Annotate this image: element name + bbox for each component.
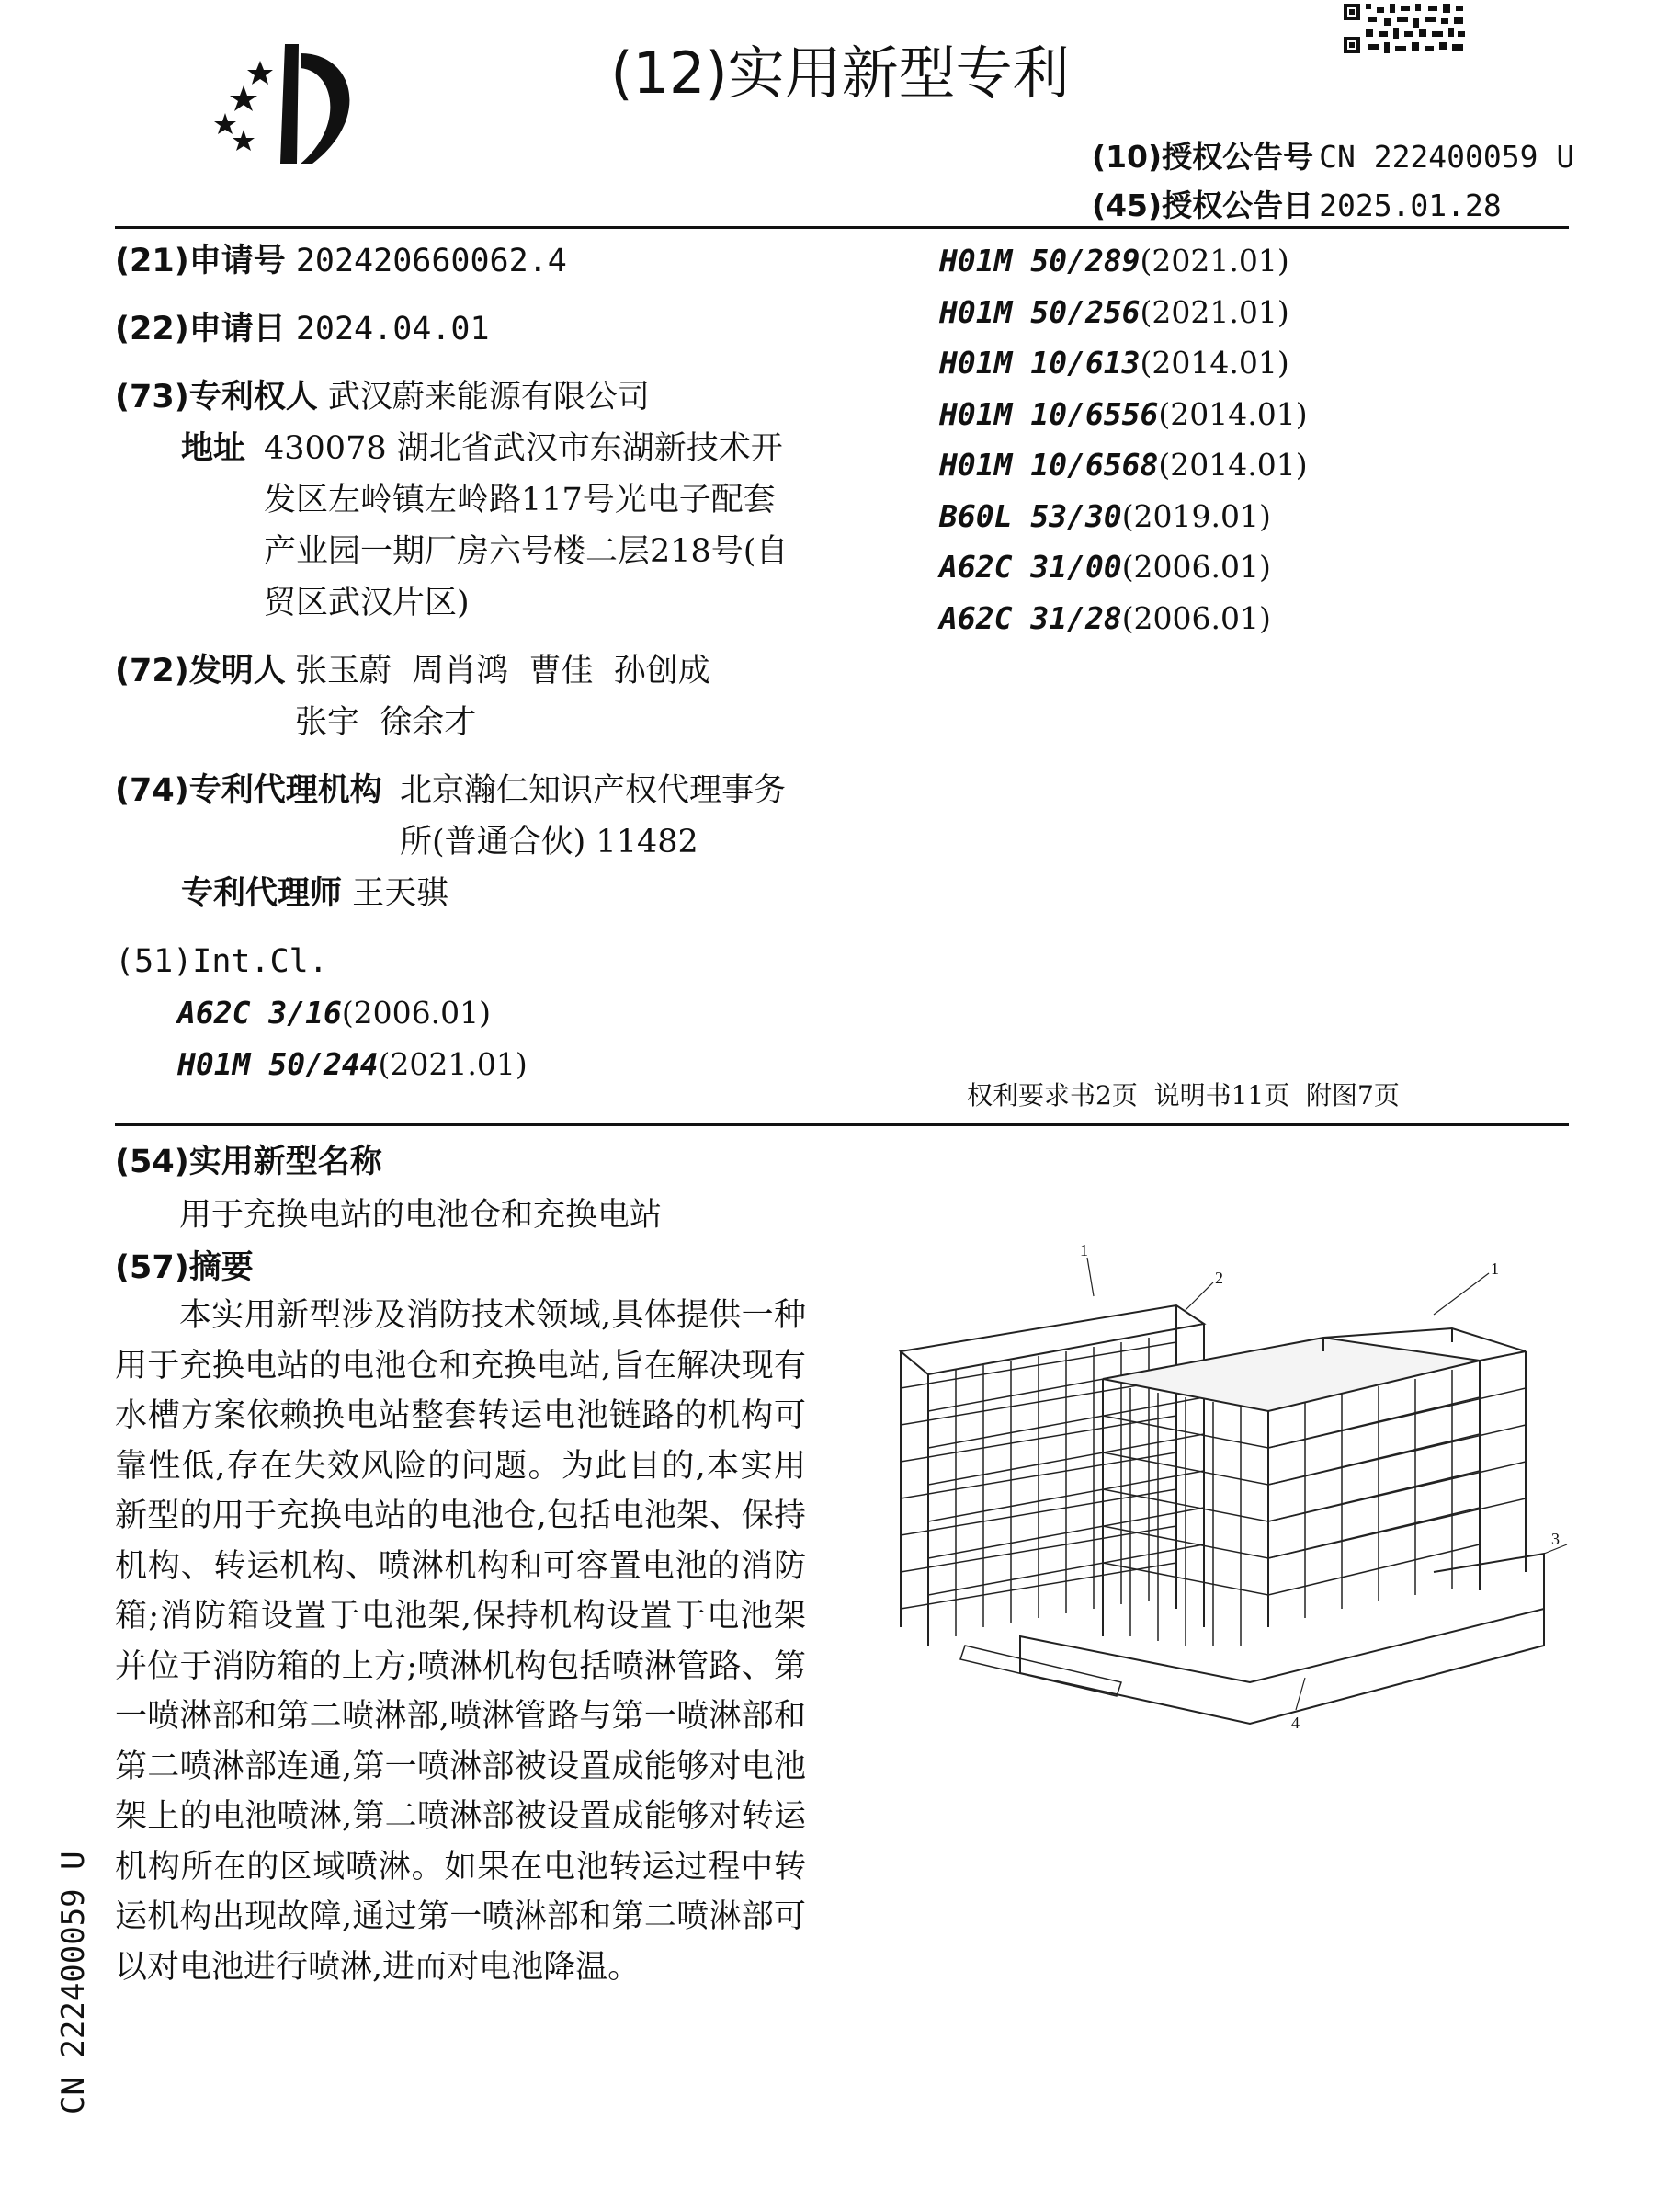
inventors-line: 张玉蔚 周肖鸿 曹佳 孙创成 <box>295 653 710 689</box>
inventors <box>115 645 813 748</box>
intcl-code: A62C 3/16 <box>177 995 342 1031</box>
agency-line: 所(普通合伙) 11482 <box>400 824 698 860</box>
figure-label: 3 <box>1551 1530 1560 1548</box>
ipc-version: (2021.01) <box>1140 293 1289 330</box>
ipc-code: A62C 31/00 <box>939 549 1122 585</box>
figure-label: 1 <box>1080 1241 1088 1259</box>
address-line: 发区左岭镇左岭路117号光电子配套 <box>264 482 776 518</box>
ipc-code: H01M 10/6568 <box>939 447 1159 483</box>
ipc-code: B60L 53/30 <box>939 497 1122 534</box>
ipc-list <box>939 235 1308 644</box>
ipc-code: H01M 50/289 <box>939 243 1141 279</box>
ipc-code: H01M 10/613 <box>939 345 1141 381</box>
ipc-version: (2014.01) <box>1140 345 1289 381</box>
figure-label: 2 <box>1215 1269 1223 1287</box>
document-title: (12)实用新型专利 <box>610 40 1070 107</box>
top-divider <box>115 226 1569 229</box>
intcl-entry <box>177 987 813 1039</box>
intcl-version: (2006.01) <box>341 995 492 1031</box>
ipc-entry <box>939 439 1308 491</box>
ipc-entry <box>939 541 1308 593</box>
battery-compartment-figure <box>882 1241 1572 1737</box>
publication-number-value: CN 222400059 U <box>1319 139 1575 175</box>
pages-info: 权利要求书2页 说明书11页 附图7页 <box>967 1080 1400 1111</box>
agent-value: 王天骐 <box>352 875 449 912</box>
ipc-code: A62C 31/28 <box>939 599 1122 636</box>
publication-date <box>1092 182 1502 225</box>
qr-code-icon <box>1340 0 1469 59</box>
application-date-value: 2024.04.01 <box>295 311 490 347</box>
address-line: 产业园一期厂房六号楼二层218号(自 <box>264 533 789 570</box>
abstract-label-text: (57)摘要 <box>115 1249 254 1286</box>
agency <box>115 765 813 868</box>
abstract-label <box>115 1242 254 1293</box>
address-line: 贸区武汉片区) <box>264 585 470 621</box>
ipc-version: (2014.01) <box>1158 447 1308 483</box>
bibliographic-data <box>115 235 813 1089</box>
publication-number-label: (10)授权公告号 <box>1092 139 1314 175</box>
publication-date-value: 2025.01.28 <box>1319 188 1502 223</box>
application-number <box>115 235 813 287</box>
patentee-label: (73)专利权人 <box>115 379 318 416</box>
address-label: 地址 <box>181 430 246 467</box>
inventors-line: 张宇 徐余才 <box>295 704 477 741</box>
application-date <box>115 303 813 355</box>
side-publication-number: CN 222400059 U <box>55 1851 92 2114</box>
ipc-entry <box>939 287 1308 338</box>
model-name: 用于充换电站的电池仓和充换电站 <box>179 1197 663 1234</box>
ipc-entry <box>939 235 1308 287</box>
intcl-code: H01M 50/244 <box>177 1045 379 1082</box>
ipc-entry <box>939 593 1308 644</box>
middle-divider <box>115 1123 1569 1126</box>
publication-number <box>1092 133 1574 177</box>
ipc-code: H01M 50/256 <box>939 293 1141 330</box>
ipc-version: (2019.01) <box>1121 497 1271 534</box>
ipc-entry <box>939 389 1308 440</box>
ipc-code: H01M 10/6556 <box>939 395 1159 432</box>
agency-label: (74)专利代理机构 <box>115 772 382 809</box>
agent <box>181 868 813 919</box>
model-name-label <box>115 1136 382 1188</box>
ipc-version: (2006.01) <box>1121 599 1271 636</box>
application-number-label: (21)申请号 <box>115 243 286 279</box>
publication-date-label: (45)授权公告日 <box>1092 188 1314 223</box>
model-name-label-text: (54)实用新型名称 <box>115 1144 382 1180</box>
patentee-value: 武汉蔚来能源有限公司 <box>327 379 650 416</box>
agency-line: 北京瀚仁知识产权代理事务 <box>400 772 787 809</box>
figure-label: 4 <box>1291 1714 1300 1732</box>
address-line: 430078 湖北省武汉市东湖新技术开 <box>264 430 783 467</box>
inventors-label: (72)发明人 <box>115 653 286 689</box>
application-date-label: (22)申请日 <box>115 311 286 347</box>
figure-label: 1 <box>1491 1259 1499 1278</box>
intcl-label: (51)Int.Cl. <box>115 943 328 980</box>
application-number-value: 202420660062.4 <box>295 243 567 279</box>
address <box>115 423 813 629</box>
intcl-entry <box>177 1039 813 1090</box>
ipc-version: (2014.01) <box>1158 395 1308 432</box>
intcl-version: (2021.01) <box>378 1045 528 1082</box>
ipc-entry <box>939 337 1308 389</box>
ipc-version: (2021.01) <box>1140 243 1289 279</box>
ipc-entry <box>939 491 1308 542</box>
abstract-text: 本实用新型涉及消防技术领域,具体提供一种用于充换电站的电池仓和充换电站,旨在解决现有水槽方案依赖换电站整套转运电池链路的机构可靠性低,存在失效风险的问题。为此目的,本实用新型的用于充换电站的电池仓,包括电池架、保持机构、转运机构、喷淋机构和可容置电池的消防箱;消防箱设置于电池架,保持机构设置于电池架并位于消防箱的上方;喷淋机构包括喷淋管路、第一喷淋部和第二喷淋部,喷淋管路与第一喷淋部和第二喷淋部连通,第一喷淋部被设置成能够对电池架上的电池喷淋,第二喷淋部被设置成能够对转运机构所在的区域喷淋。如果在电池转运过程中转运机构出现故障,通过第一喷淋部和第二喷淋部可以对电池进行喷淋,进而对电池降温。 <box>115 1297 806 1986</box>
agent-label: 专利代理师 <box>181 875 343 912</box>
patentee <box>115 371 813 423</box>
ipc-version: (2006.01) <box>1121 549 1271 585</box>
